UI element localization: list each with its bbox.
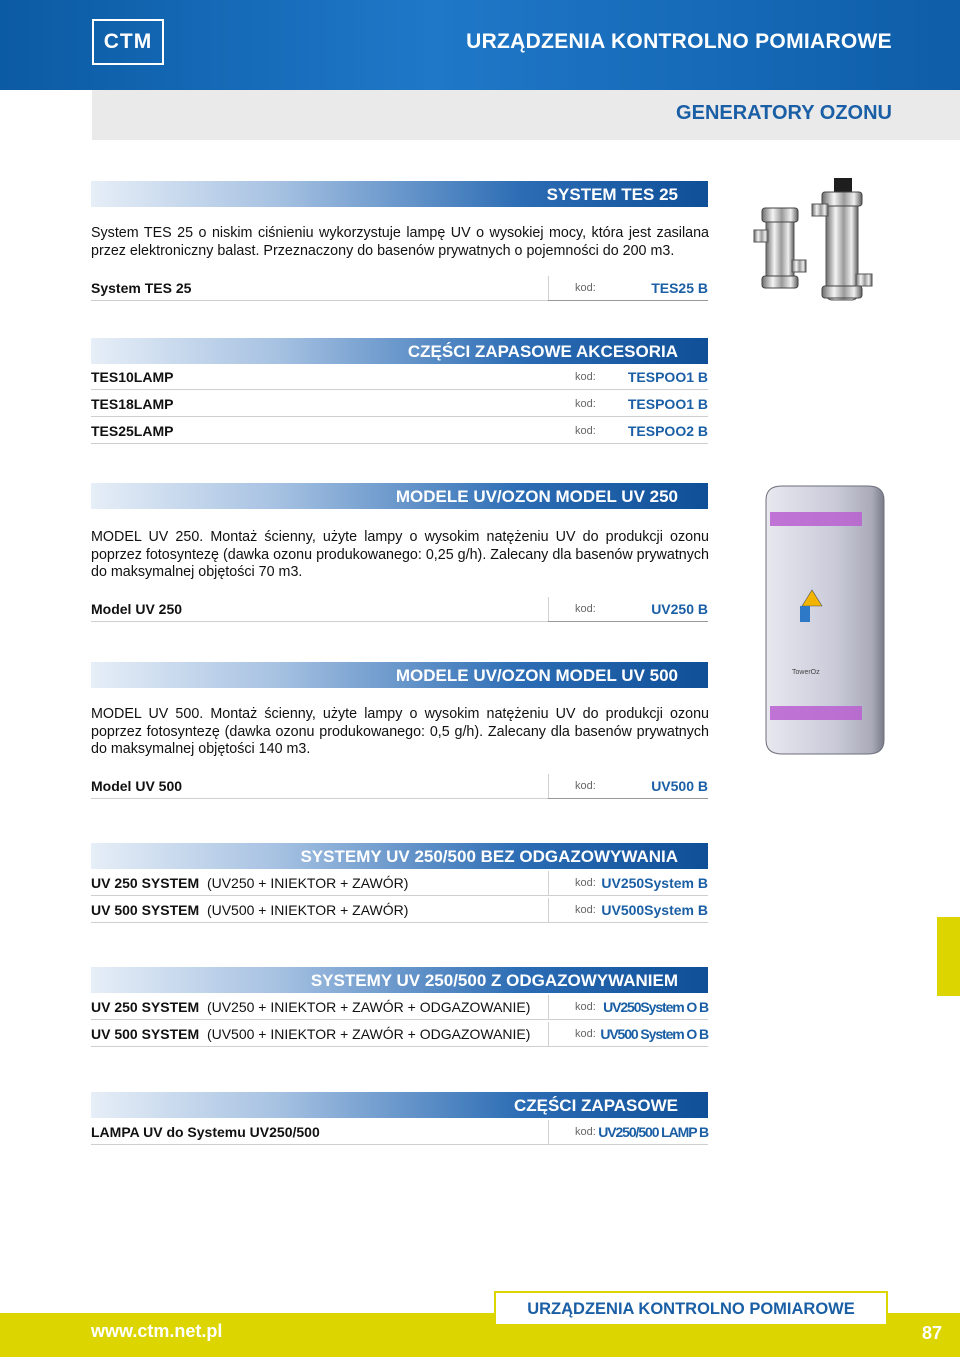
system-name: UV 500 SYSTEM (91, 1026, 200, 1042)
column-divider (548, 898, 549, 923)
table-row (91, 1022, 708, 1047)
product-name: Model UV 500 (91, 778, 183, 794)
product-name: Model UV 250 (91, 601, 183, 617)
page-number: 87 (921, 1323, 942, 1343)
section-heading-system-tes25: SYSTEM TES 25 (91, 181, 708, 207)
row-divider (91, 1019, 708, 1020)
product-name (91, 902, 408, 918)
column-divider (548, 871, 549, 896)
product-code: UV250System B (601, 875, 708, 891)
ctm-logo: CTM (92, 19, 164, 65)
kod-label: kod: (575, 425, 596, 437)
table-row (91, 392, 708, 417)
product-code: UV500 B (651, 778, 708, 794)
column-divider (548, 774, 549, 799)
product-name: TES10LAMP (91, 369, 174, 385)
product-code: UV250/500 LAMP B (598, 1124, 708, 1140)
table-row (91, 995, 708, 1020)
kod-label: kod: (575, 371, 596, 383)
section-heading-spare-parts-accessories: CZĘŚCI ZAPASOWE AKCESORIA (91, 338, 708, 364)
kod-label: kod: (575, 603, 596, 615)
table-row (91, 365, 708, 390)
row-divider (91, 1046, 708, 1047)
system-description: (UV500 + INIEKTOR + ZAWÓR + ODGAZOWANIE) (206, 1026, 531, 1042)
column-divider (548, 1120, 549, 1145)
code-underline (548, 621, 708, 622)
kod-label: kod: (575, 780, 596, 792)
row-divider (91, 416, 708, 417)
kod-label: kod: (575, 1126, 596, 1138)
product-code: TESPOO1 B (627, 369, 708, 385)
code-underline (548, 798, 708, 799)
row-divider (91, 922, 708, 923)
kod-label: kod: (575, 904, 596, 916)
section-heading-systems-no-degassing: SYSTEMY UV 250/500 BEZ ODGAZOWYWANIA (91, 843, 708, 869)
product-code: UV500 System O B (600, 1026, 708, 1042)
product-name: LAMPA UV do Systemu UV250/500 (91, 1124, 320, 1140)
product-name (91, 999, 530, 1015)
page-title: GENERATORY OZONU (676, 102, 892, 124)
row-divider (91, 895, 708, 896)
column-divider (548, 1022, 549, 1047)
system-description: (UV250 + INIEKTOR + ZAWÓR + ODGAZOWANIE) (206, 999, 531, 1015)
row-divider (91, 389, 708, 390)
table-row (91, 597, 708, 622)
page-category-title: URZĄDZENIA KONTROLNO POMIAROWE (466, 30, 892, 53)
table-row (91, 871, 708, 896)
row-divider (91, 1144, 708, 1145)
section-heading-systems-with-degassing: SYSTEMY UV 250/500 Z ODGAZOWYWANIEM (91, 967, 708, 993)
table-row (91, 1120, 708, 1145)
system-description: (UV250 + INIEKTOR + ZAWÓR) (206, 875, 409, 891)
product-name: TES18LAMP (91, 396, 174, 412)
uv500-description: MODEL UV 500. Montaż ścienny, użyte lampy o wysokim natężeniu UV do produkcji ozonu poprzez fotosyntezę (dawka ozonu produkowanego: 0,5 g/h). Zalecany dla basenów prywatnych do maksymalnej objętości 140 m3. (91, 706, 709, 757)
uv-generator-product-image (752, 478, 892, 764)
system-name: UV 500 SYSTEM (91, 902, 200, 918)
kod-label: kod: (575, 398, 596, 410)
section-heading-uv500: MODELE UV/OZON MODEL UV 500 (91, 662, 708, 688)
column-divider (548, 995, 549, 1020)
table-row (91, 276, 708, 301)
tes25-product-image (752, 178, 880, 314)
section-heading-spare-parts: CZĘŚCI ZAPASOWE (91, 1092, 708, 1118)
product-name (91, 875, 408, 891)
footer-category-label: URZĄDZENIA KONTROLNO POMIAROWE (494, 1291, 888, 1326)
product-code: UV250 B (651, 601, 708, 617)
code-underline (548, 300, 708, 301)
svg-text:TowerOz: TowerOz (792, 669, 820, 676)
product-name (91, 1026, 530, 1042)
kod-label: kod: (575, 877, 596, 889)
product-code: TESPOO1 B (627, 396, 708, 412)
product-code: TES25 B (651, 280, 708, 296)
tes25-description: System TES 25 o niskim ciśnieniu wykorzystuje lampę UV o wysokiej mocy, która jest zasilana przez elektroniczny balast. Przeznaczony do basenów prywatnych o pojemności do 200 m3. (91, 225, 709, 259)
footer-website[interactable]: www.ctm.net.pl (91, 1321, 223, 1341)
column-divider (548, 597, 549, 622)
system-name: UV 250 SYSTEM (91, 999, 200, 1015)
system-name: UV 250 SYSTEM (91, 875, 200, 891)
product-code: TESPOO2 B (627, 423, 708, 439)
table-row (91, 419, 708, 444)
system-description: (UV500 + INIEKTOR + ZAWÓR) (206, 902, 409, 918)
product-code: UV250System O B (603, 999, 708, 1015)
column-divider (548, 276, 549, 301)
kod-label: kod: (575, 1001, 596, 1013)
row-divider (91, 443, 708, 444)
uv250-description: MODEL UV 250. Montaż ścienny, użyte lampy o wysokim natężeniu UV do produkcji ozonu poprzez fotosyntezę (dawka ozonu produkowanego: 0,25 g/h). Zalecany dla basenów prywatnych do maksymalnej objętości 70 m3. (91, 529, 709, 580)
section-heading-uv250: MODELE UV/OZON MODEL UV 250 (91, 483, 708, 509)
kod-label: kod: (575, 1028, 596, 1040)
product-code: UV500System B (601, 902, 708, 918)
table-row (91, 898, 708, 923)
table-row (91, 774, 708, 799)
page-edge-tab (937, 917, 960, 996)
kod-label: kod: (575, 282, 596, 294)
product-name: TES25LAMP (91, 423, 174, 439)
product-name: System TES 25 (91, 280, 192, 296)
